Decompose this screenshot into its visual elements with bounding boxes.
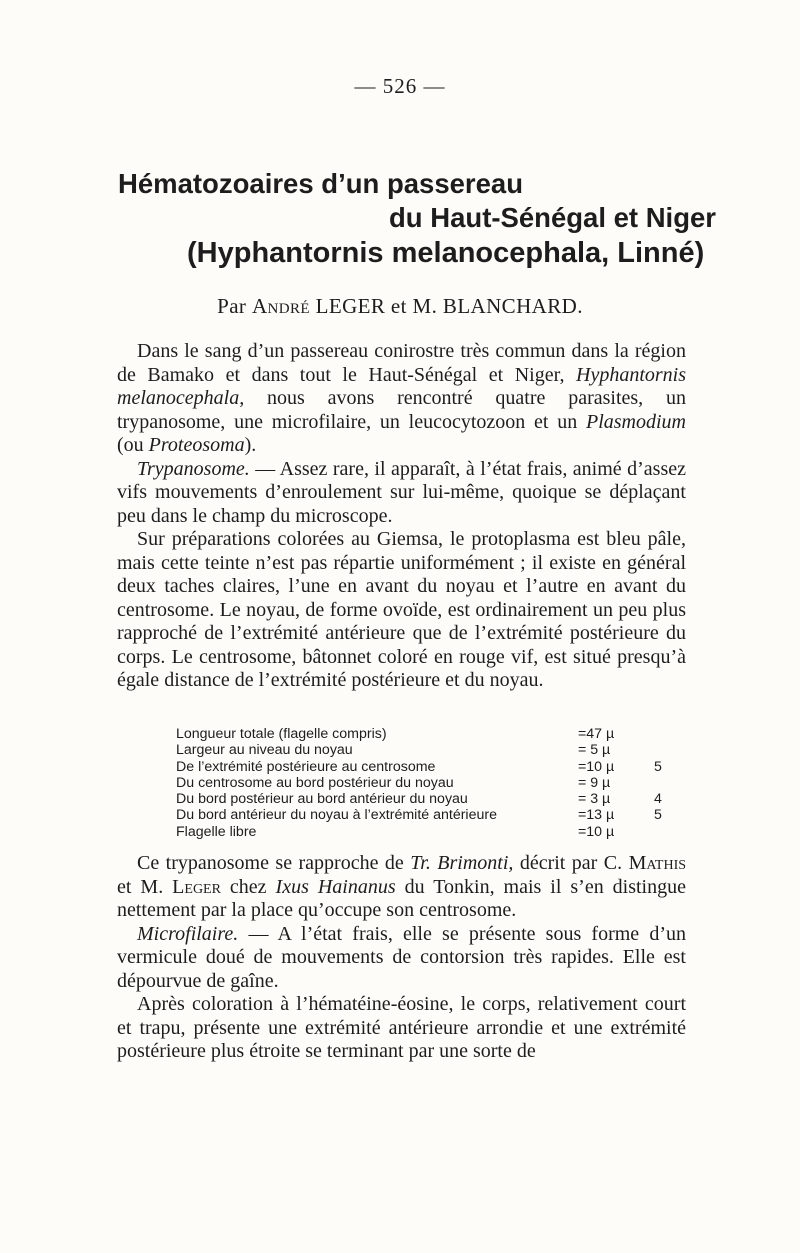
text: Après coloration à l’hématéine-éosine, le corps, relativement court et trapu, présente une extrémité antérieure arrondie et une extrémité postérieure plus étroite se terminant par une sorte de <box>117 993 686 1062</box>
section-heading: Trypanosome. <box>137 457 250 480</box>
measurements-table <box>176 726 686 840</box>
measurement-row <box>176 824 686 840</box>
author2: M. BLANCHARD. <box>412 294 583 318</box>
title-line-3: (Hyphantornis melanocephala, Linné) <box>187 237 705 269</box>
text: décrit par C. <box>513 852 629 874</box>
text: — Assez rare, il apparaît, à l’état frais, animé d’assez vifs mouvements d’enroulement sur lui-même, quoique se déplaçant peu dans le champ du microscope. <box>117 457 686 527</box>
byline-conj: et <box>385 294 413 318</box>
measurement-row <box>176 791 686 807</box>
author1-last-name: LEGER <box>309 294 386 318</box>
body-text-upper <box>117 340 686 693</box>
text: — A l’état frais, elle se présente sous forme d’un vermicule doué de mouvements de contorsion très rapides. Elle est dépourvue de gaîne. <box>117 922 686 992</box>
author1-first-name: André <box>251 294 310 318</box>
measurement-extra: 4 <box>654 791 662 808</box>
measurement-extra <box>654 824 684 840</box>
measurement-value: =10 µ <box>578 823 615 840</box>
paragraph-trypanosome <box>117 458 686 529</box>
measurement-value: = 3 µ <box>578 791 611 808</box>
body-text-lower <box>117 852 686 1064</box>
paragraph-comparison <box>117 852 686 923</box>
text: Ce trypanosome se rapproche de <box>137 852 411 874</box>
measurement-label: Du centrosome au bord postérieur du noyau <box>176 774 454 791</box>
measurement-label: Du bord antérieur du noyau à l’extrémité antérieure <box>176 807 497 824</box>
title-line-2: du Haut-Sénégal et Niger <box>389 202 716 233</box>
measurement-label: Du bord postérieur au bord antérieur du noyau <box>176 791 468 808</box>
page-number: — 526 — <box>354 74 446 98</box>
author-name: Leger <box>172 875 221 898</box>
measurement-value: = 5 µ <box>578 742 611 759</box>
title-line-1: Hématozoaires d’un passereau <box>118 168 524 199</box>
text: nous avons rencontré quatre parasites, un trypanosome, une microfilaire, un leucocytozoon et un <box>117 387 686 433</box>
paragraph-giemsa <box>117 528 686 693</box>
section-heading: Microfilaire. <box>137 922 239 945</box>
text: (ou <box>117 434 149 456</box>
text: Dans le sang d’un passereau conirostre très commun dans la région de Bamako et dans tout le Haut-Sénégal et Niger, <box>117 340 686 386</box>
measurement-value: = 9 µ <box>578 774 611 791</box>
measurement-row <box>176 726 686 742</box>
measurement-row <box>176 775 686 791</box>
species-name: Tr. Brimonti, <box>410 852 514 874</box>
measurement-value: =13 µ <box>578 807 615 824</box>
measurement-row <box>176 807 686 823</box>
text: et M. <box>117 875 173 898</box>
paragraph-intro <box>117 340 686 458</box>
measurement-label: Largeur au niveau du noyau <box>176 742 353 759</box>
measurement-extra: 5 <box>654 758 662 775</box>
genus-name: Plasmodium <box>586 410 686 433</box>
measurement-value: =10 µ <box>578 758 615 775</box>
measurement-label: Longueur totale (flagelle compris) <box>176 726 387 742</box>
text: Sur préparations colorées au Giemsa, le protoplasma est bleu pâle, mais cette teinte n’est pas répartie uniformément ; il existe en général deux taches claires, l’une en avant du noyau et l’autre en avant du centrosome. Le noyau, de forme ovoïde, est ordinairement un peu plus rapproché de l’extrémité antérieure que de l’extrémité postérieure du corps. Le centrosome, bâtonnet coloré en rouge vif, est situé presqu’à égale distance de l’extrémité postérieure et du noyau. <box>117 528 686 691</box>
author-name: Mathis <box>628 852 687 874</box>
measurement-extra <box>654 726 684 742</box>
genus-name: Proteosoma <box>148 434 245 456</box>
measurement-value: =47 µ <box>578 726 615 742</box>
measurement-row <box>176 742 686 758</box>
paragraph-coloration <box>117 993 686 1064</box>
species-name: Ixus Hainanus <box>275 875 396 898</box>
species-name: Hyphantornis melanocephala, <box>117 363 686 409</box>
measurement-extra <box>654 742 684 758</box>
measurement-row <box>176 759 686 775</box>
measurement-label: Flagelle libre <box>176 823 257 840</box>
paragraph-microfilaire <box>117 923 686 994</box>
measurement-extra <box>654 775 684 791</box>
text: chez <box>220 875 276 898</box>
measurement-extra: 5 <box>654 807 662 824</box>
text: du Tonkin, mais il s’en distingue nettement par la place qu’occupe son centrosome. <box>117 875 686 921</box>
byline <box>0 294 800 319</box>
measurement-label: De l’extrémité postérieure au centrosome <box>176 758 436 775</box>
text: ). <box>244 434 257 456</box>
byline-prefix: Par <box>217 294 252 318</box>
